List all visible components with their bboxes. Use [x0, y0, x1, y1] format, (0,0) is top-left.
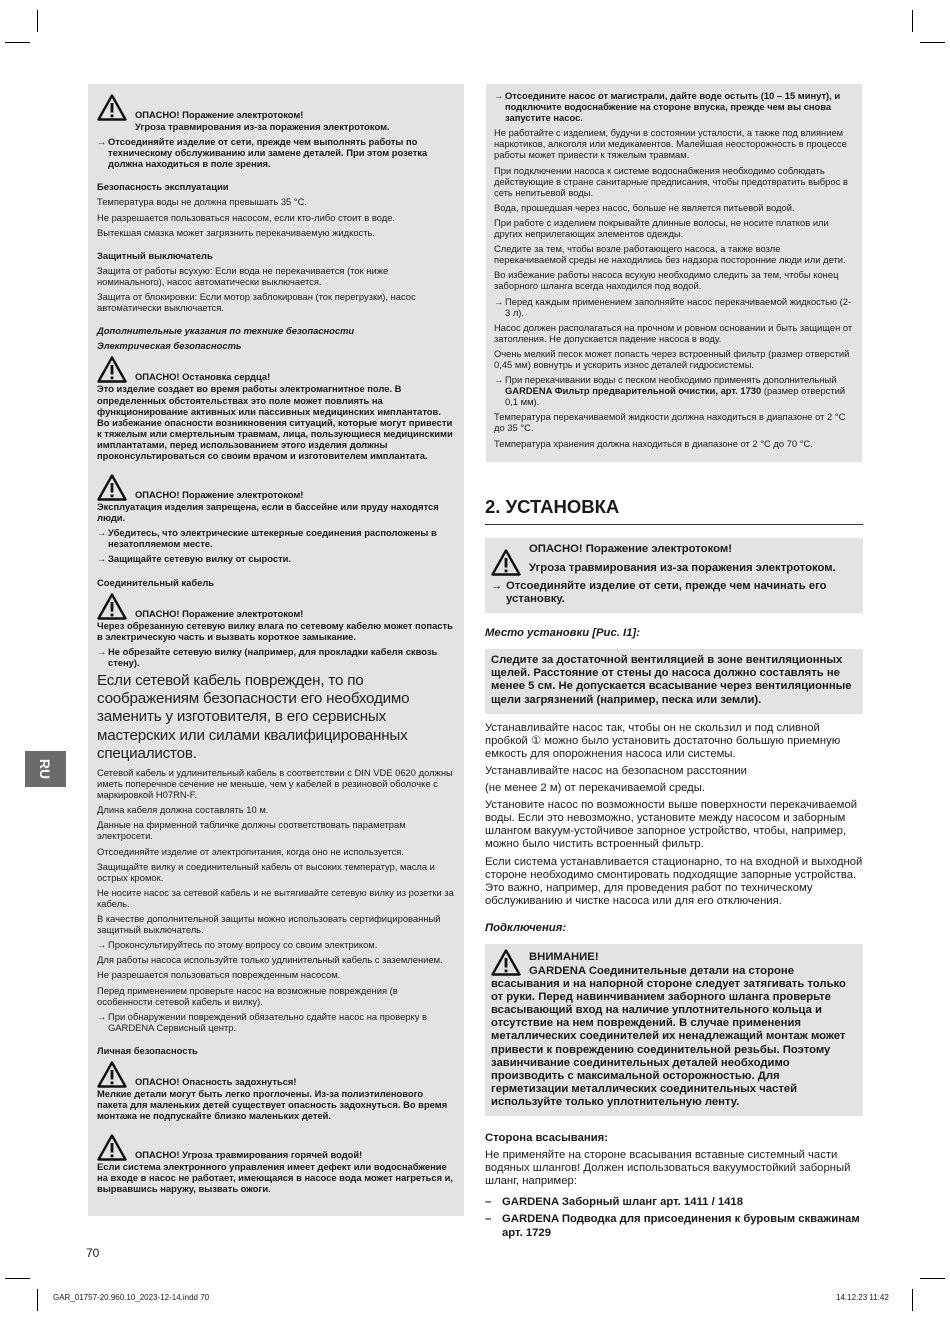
- arrow-text-part: При перекачивании воды с песком необходимо применять дополнительный: [505, 374, 837, 386]
- warning-triangle-icon: [97, 356, 127, 383]
- warning-header: [97, 355, 455, 383]
- list-item: [485, 1196, 863, 1209]
- warning-title: ОПАСНО! Поражение электротоком!: [135, 607, 304, 619]
- installation-section: [485, 496, 863, 1240]
- warning-triangle-icon: [97, 474, 127, 501]
- paragraph: Установите насос по возможности выше поверхности перекачиваемой воды. Если это невозможно, установите между насосом и заборным шлангом вакуум-устойчивое запорное устройство, чтобы, например, можно было чистить встроенный фильтр.: [485, 799, 858, 851]
- paragraph: Защита от блокировки: Если мотор заблокирован (ток перегрузки), насос автоматически выключается.: [97, 291, 416, 314]
- paragraph: Сетевой кабель и удлинительный кабель в соответствии с DIN VDE 0620 должны иметь поперечное сечение не меньше, чем у кабелей в резиновой оболочке с маркировкой H07RN-F.: [97, 767, 453, 801]
- language-tab: [25, 751, 66, 787]
- arrow-text: Проконсультируйтесь по этому вопросу со своим электриком.: [108, 939, 378, 951]
- arrow-right-icon: →: [97, 645, 107, 657]
- arrow-text: Отсоединяйте изделие от сети, прежде чем выполнять работы по техническому обслуживанию или замене деталей. При этом розетка должна находиться в поле зрения.: [108, 136, 428, 170]
- footer-file-info: GAR_01757-20.960.10_2023-12-14.indd 70: [53, 1293, 210, 1302]
- section-heading: Дополнительные указания по технике безопасности: [97, 325, 355, 337]
- warning-header-text: [529, 543, 836, 576]
- paragraph: Перед применением проверьте насос на возможные повреждения (в особенности сетевой кабель и вилку).: [97, 984, 398, 1007]
- arrow-text: Отсоедините насос от магистрали, дайте воде остыть (10 – 15 минут), и подключите водоснабжение на стороне впуска, прежде чем вы снова запустите насос.: [505, 90, 841, 124]
- ventilation-notice: Следите за достаточной вентиляцией в зоне вентиляционных щелей. Расстояние от стены до насоса должно составлять не менее 5 см. Не допускается всасывание через вентиляционные щели загрязнений (например, песка или земли).: [485, 649, 863, 713]
- warning-text: Если система электронного управления имеет дефект или водоснабжение на входе в насос не работает, имеющаяся в насосе вода может нагреться и, вырвавшись наружу, вызвать ожоги.: [97, 1161, 454, 1195]
- arrow-text: Убедитесь, что электрические штекерные соединения расположены в незатопляемом месте.: [108, 527, 437, 550]
- warning-title: ВНИМАНИЕ!: [529, 950, 599, 963]
- paragraph: Очень мелкий песок может попасть через встроенный фильтр (размер отверстий 0,45 мм) вовнутрь и ускорить износ деталей гидросистемы.: [494, 347, 850, 370]
- paragraph: При работе с изделием покрывайте длинные волосы, не носите платков или других неприлегающих элементов одежды.: [494, 216, 829, 240]
- paragraph: При подключении насоса к системе водоснабжения необходимо соблюдать действующие в стране санитарные предписания, чтобы предотвратить выброс в сеть непитьевой воды.: [494, 164, 848, 198]
- right-safety-panel: [486, 84, 862, 462]
- dash-bullet: –: [485, 1196, 492, 1209]
- warning-triangle-icon: [491, 549, 521, 576]
- paragraph: Данные на фирменной табличке должны соответствовать параметрам электросети.: [97, 819, 406, 842]
- dash-bullet: –: [485, 1213, 492, 1226]
- paragraph: Устанавливайте насос так, чтобы он не скользил и под сливной пробкой ① можно было установить достаточно большую приемную емкость для опорожнения насоса или системы.: [485, 721, 841, 760]
- warning-title: ОПАСНО! Поражение электротоком!: [135, 108, 304, 120]
- paragraph: Устанавливайте насос на безопасном расстоянии: [485, 764, 747, 777]
- arrow-text: Перед каждым применением заполняйте насос перекачиваемой жидкостью (2-3 л).: [505, 295, 852, 318]
- section-title: 2. УСТАНОВКА: [485, 496, 863, 525]
- arrow-item: [494, 90, 853, 123]
- section-heading: Защитный выключатель: [97, 249, 213, 261]
- warning-triangle-icon: [491, 949, 521, 976]
- language-tab-label: RU: [37, 758, 54, 780]
- arrow-item: [97, 553, 455, 564]
- arrow-right-icon: →: [97, 939, 107, 951]
- paragraph: Вода, прошедшая через насос, больше не является питьевой водой.: [494, 201, 795, 213]
- section-heading: Сторона всасывания:: [485, 1132, 608, 1144]
- paragraph: Не применяйте на стороне всасывания вставные системный части водяных шлангов! Должен использоваться вакуумостойкий заборный шланг, например:: [485, 1149, 851, 1188]
- warning-text: Через обрезанную сетевую вилку влага по сетевому кабелю может попасть в электрическую часть и вызвать короткое замыкание.: [97, 619, 453, 642]
- paragraph: В качестве дополнительной защиты можно использовать сертифицированный защитный выключатель.: [97, 913, 441, 936]
- left-safety-panel: [88, 84, 464, 1216]
- warning-triangle-icon: [97, 94, 127, 121]
- hose-list: [485, 1196, 863, 1239]
- crop-mark: [37, 1289, 38, 1311]
- arrow-text: Не обрезайте сетевую вилку (например, для прокладки кабеля сквозь стену).: [108, 645, 438, 668]
- paragraph: Температура перекачиваемой жидкости должна находиться в диапазоне от 2 °C до 35 °C.: [494, 411, 846, 434]
- arrow-right-icon: →: [494, 374, 504, 386]
- crop-mark: [912, 10, 913, 32]
- warning-header: [97, 473, 455, 501]
- warning-title: ОПАСНО! Опасность задохнуться!: [135, 1075, 297, 1087]
- arrow-text: [505, 374, 853, 407]
- warning-header: [97, 93, 455, 121]
- arrow-text: При обнаружении повреждений обязательно сдайте насос на проверку в GARDENA Сервисный центр.: [108, 1010, 428, 1033]
- arrow-right-icon: →: [97, 527, 107, 539]
- section-heading: Соединительный кабель: [97, 576, 215, 588]
- arrow-right-icon: →: [97, 136, 107, 148]
- paragraph: Во избежание работы насоса всухую необходимо следить за тем, чтобы конец заборного шланга всегда находился под водой.: [494, 269, 839, 292]
- arrow-text: Защищайте сетевую вилку от сырости.: [108, 553, 292, 565]
- list-item: [485, 1213, 863, 1239]
- warning-line: Угроза травмирования из-за поражения электротоком.: [529, 562, 836, 574]
- paragraph: Не носите насос за сетевой кабель и не вытягивайте сетевую вилку из розетки за кабель.: [97, 886, 454, 909]
- page-number: 70: [86, 1246, 100, 1260]
- paragraph: Температура воды не должна превышать 35 °C.: [97, 196, 307, 208]
- warning-text: Мелкие детали могут быть легко проглочены. Из-за полиэтиленового пакета для маленьких детей существует опасность задохнуться. Во время монтажа не подпускайте близко маленьких детей.: [97, 1087, 448, 1122]
- crop-mark: [920, 1278, 945, 1279]
- crop-mark: [5, 42, 30, 43]
- warning-title: ОПАСНО! Остановка сердца!: [135, 371, 271, 383]
- arrow-item: [491, 580, 857, 606]
- section-heading: Безопасность эксплуатации: [97, 181, 229, 193]
- section-heading: Подключения:: [485, 921, 567, 934]
- warning-text: Эксплуатация изделия запрещена, если в бассейне или пруду находятся люди.: [97, 501, 439, 524]
- paragraph: Насос должен располагаться на прочном и ровном основании и быть защищен от затопления. Не допускается падение насоса в воду.: [494, 321, 853, 344]
- warning-title: ОПАСНО! Поражение электротоком!: [529, 543, 732, 555]
- warning-line: Угроза травмирования из-за поражения электротоком.: [135, 121, 390, 132]
- product-reference: GARDENA Фильтр предварительной очистки, арт. 1730: [505, 385, 762, 397]
- attention-notice: [485, 944, 863, 1116]
- crop-mark: [37, 10, 38, 32]
- warning-triangle-icon: [97, 1061, 127, 1088]
- large-notice: Если сетевой кабель поврежден, то по соображениям безопасности его необходимо заменить у изготовителя, в его сервисных мастерских или силами квалифицированных специалистов.: [97, 672, 410, 762]
- list-item-text: GARDENA Подводка для присоединения к буровым скважинам арт. 1729: [502, 1213, 860, 1239]
- warning-header: [491, 543, 857, 576]
- warning-header: [97, 1060, 455, 1088]
- paragraph: Не разрешается пользоваться поврежденным насосом.: [97, 969, 341, 981]
- arrow-right-icon: →: [494, 295, 504, 307]
- paragraph: Защищайте вилку и соединительный кабель от высоких температур, масла и острых кромок.: [97, 860, 435, 883]
- paragraph: Для работы насоса используйте только удлинительный кабель с заземлением.: [97, 954, 443, 966]
- crop-mark: [920, 42, 945, 43]
- paragraph: Не работайте с изделием, будучи в состоянии усталости, а также под влиянием наркотиков, алкоголя или медикаментов. Малейшая неосторожность в процессе работы может привести к тяжелым травмам.: [494, 127, 847, 161]
- paragraph: Если система устанавливается стационарно, то на входной и выходной стороне необходимо смонтировать подходящие запорные устройства. Это важно, например, для проведения работ по техническому обслуживанию и чистке насоса или для его отключения.: [485, 855, 863, 907]
- paragraph: Длина кабеля должна составлять 10 м.: [97, 804, 269, 816]
- paragraph: (не менее 2 м) от перекачиваемой среды.: [485, 782, 705, 795]
- section-heading: Место установки [Рис. I1]:: [485, 627, 640, 640]
- arrow-right-icon: →: [494, 90, 504, 101]
- section-heading: Электрическая безопасность: [97, 340, 242, 352]
- warning-triangle-icon: [97, 1134, 127, 1161]
- list-item-text: GARDENA Заборный шланг арт. 1411 / 1418: [502, 1196, 743, 1209]
- warning-title: ОПАСНО! Угроза травмирования горячей водой!: [135, 1149, 363, 1161]
- footer-timestamp: 14.12.23 11:42: [836, 1293, 889, 1302]
- arrow-right-icon: →: [491, 580, 503, 592]
- arrow-item: [97, 1011, 455, 1033]
- arrow-text-part: (размер отверстий 0,1 мм).: [505, 385, 846, 408]
- section-heading: Личная безопасность: [97, 1044, 198, 1056]
- arrow-item: [97, 527, 455, 549]
- paragraph: Не разрешается пользоваться насосом, если кто-либо стоит в воде.: [97, 211, 395, 223]
- arrow-item: [97, 136, 455, 169]
- crop-mark: [912, 1289, 913, 1311]
- paragraph: Следите за тем, чтобы возле работающего насоса, а также возле перекачиваемой среды не находились без надзора посторонние люди или дети.: [494, 243, 846, 266]
- arrow-right-icon: →: [97, 553, 107, 565]
- warning-text: GARDENA Соединительные детали на стороне всасывания и на напорной стороне следует затягивать только от руки. Перед навинчиванием заборного шланга проверьте всасывающий вход на наличие уплотнительного кольца и отсутствие на нем повреждений. В случае применения металлических соединителей их ненадлежащий монтаж может привести к повреждению соединительной резьбы. Поэтому завинчивание соединительных деталей необходимо производить с максимальной осторожностью. Для герметизации металлических соединительных частей используйте только уплотнительную ленту.: [491, 964, 846, 1108]
- warning-header: [97, 592, 455, 620]
- paragraph: Температура хранения должна находиться в диапазоне от 2 °C до 70 °C.: [494, 437, 813, 449]
- arrow-item: [494, 296, 853, 318]
- arrow-item: [494, 374, 853, 407]
- paragraph: Защита от работы всухую: Если вода не перекачивается (ток ниже номинального), насос автоматически выключается.: [97, 264, 389, 287]
- warning-title: ОПАСНО! Поражение электротоком!: [135, 488, 304, 500]
- arrow-item: [97, 939, 455, 950]
- arrow-right-icon: →: [97, 1010, 107, 1022]
- warning-header: [97, 1133, 455, 1161]
- arrow-text: Отсоединяйте изделие от сети, прежде чем начинать его установку.: [506, 580, 827, 606]
- installation-warning: [485, 538, 863, 613]
- paragraph: Вытекшая смазка может загрязнить перекачиваемую жидкость.: [97, 226, 376, 238]
- warning-triangle-icon: [97, 593, 127, 620]
- warning-text: Это изделие создает во время работы электромагнитное поле. В определенных обстоятельствах это поле может повлиять на функционирование активных или пассивных медицинских имплантатов. Во избежание опасности возникновения ситуаций, которые могут привести к тяжелым или смертельным травмам, лица, пользующиеся медицинскими имплантатами, перед использованием этого изделия должны проконсультироваться со своим врачом и изготовителем имплантата.: [97, 383, 453, 461]
- crop-mark: [5, 1278, 30, 1279]
- paragraph: Отсоединяйте изделие от электропитания, когда оно не используется.: [97, 845, 404, 857]
- arrow-item: [97, 646, 455, 668]
